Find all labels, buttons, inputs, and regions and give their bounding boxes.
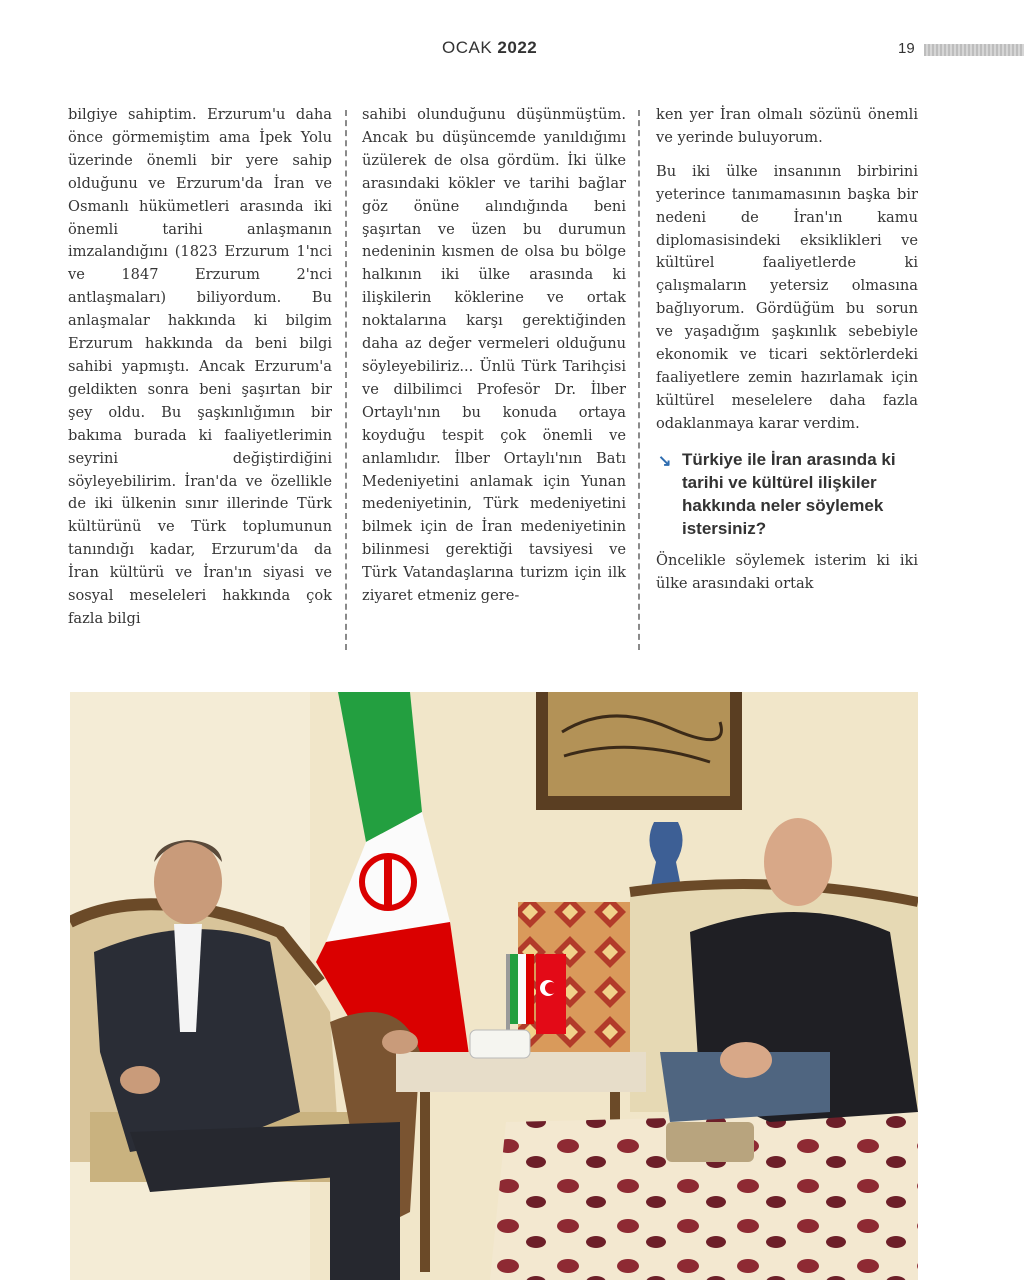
tea-box — [666, 1122, 754, 1162]
page-number: 19 — [898, 40, 915, 57]
article-column-2 — [362, 104, 626, 608]
page-header — [0, 38, 1024, 68]
column-1-text: bilgiye sahiptim. Erzurum'u daha önce görmemiştim ama İpek Yolu üzerinde önemli bir yere sahip olduğunu ve Erzurum'da İran ve Osmanlı hükümetleri arasında iki önemli tarihi anlaşmanın imzalandığını (1823 Erzurum 1'nci ve 1847 Erzurum 2'nci antlaşmaları) biliyordum. Bu anlaşmalar hakkında ki bilgim Erzurum hakkında da beni bilgi sahibi yapmıştı. Ancak Erzurum'a geldikten sonra beni şaşırtan bir şey oldu. Bu şaşkınlığımın bir bakıma burada ki faaliyetlerimin seyrini değiştirdiğini söyleyebilirim. İran'da ve özellikle de iki ülkenin sınır illerinde Türk kültürünü ve Türk toplumunun tanındığı kadar, Erzurum'da da İran kültürü ve İran'ın siyasi ve sosyal meseleleri hakkında çok fazla bilgi — [68, 106, 332, 627]
column-divider-2 — [638, 110, 640, 650]
issue-date — [442, 38, 537, 58]
page-edge-bar — [924, 44, 1024, 56]
interview-question — [656, 448, 918, 540]
column-3-paragraph-1: ken yer İran olmalı sözünü önemli ve yerinde buluyorum. — [656, 106, 918, 146]
interview-question-text: Türkiye ile İran arasında ki tarihi ve kültürel ilişkiler hakkında neler söylemek istersiniz? — [682, 449, 896, 538]
photo-illustration — [70, 692, 918, 1280]
arrow-down-right-icon: ↘ — [658, 452, 672, 470]
column-2-text: sahibi olunduğunu düşünmüştüm. Ancak bu düşüncemde yanıldığımı üzülerek de olsa gördüm. İki ülke arasındaki kökler ve tarihi bağlar göz önüne alındığında beni şaşırtan ve üzen bu durumun nedeninin kısmen de olsa bu bölge halkının iki ülke arasında ki ilişkilerin köklerine ve ortak noktalarına karşı gerektiğinden daha az değer vermeleri olduğunu söyleyebiliriz... Ünlü Türk Tarihçisi ve dilbilimci Profesör Dr. İlber Ortaylı'nın bu konuda ortaya koyduğu tespit çok önemli ve anlamlıdır. İlber Ortaylı'nın Batı Medeniyetini anlamak için Yunan medeniyetinin, Türk medeniyetini bilmek için de İran medeniyetinin bilinmesi gerektiği tavsiyesi ve Türk Vatandaşlarına turizm için ilk ziyaret etmeniz gere- — [362, 106, 626, 605]
column-3-paragraph-3: Öncelikle söylemek isterim ki iki ülke arasındaki ortak — [656, 551, 918, 592]
issue-year: 2022 — [497, 38, 538, 57]
column-divider-1 — [345, 110, 347, 650]
article-column-1 — [68, 104, 332, 631]
article-column-3 — [656, 104, 918, 596]
issue-month: OCAK — [442, 38, 493, 57]
column-3-paragraph-2: Bu iki ülke insanının birbirini yeterince tanımamasının başka bir nedeni de İran'ın kamu diplomasisindeki eksiklikleri ve kültürel faaliyetlerde ki çalışmaların yetersiz olmasına bağlıyorum. Gördüğüm bu sorun ve yaşadığım şaşkınlık sebebiyle ekonomik ve ticari sektörlerdeki faaliyetlere zemin hazırlamak için kültürel meselelere daha fazla odaklanmaya karar verdim. — [656, 162, 918, 432]
article-photo — [70, 692, 918, 1280]
telephone — [470, 1030, 530, 1058]
